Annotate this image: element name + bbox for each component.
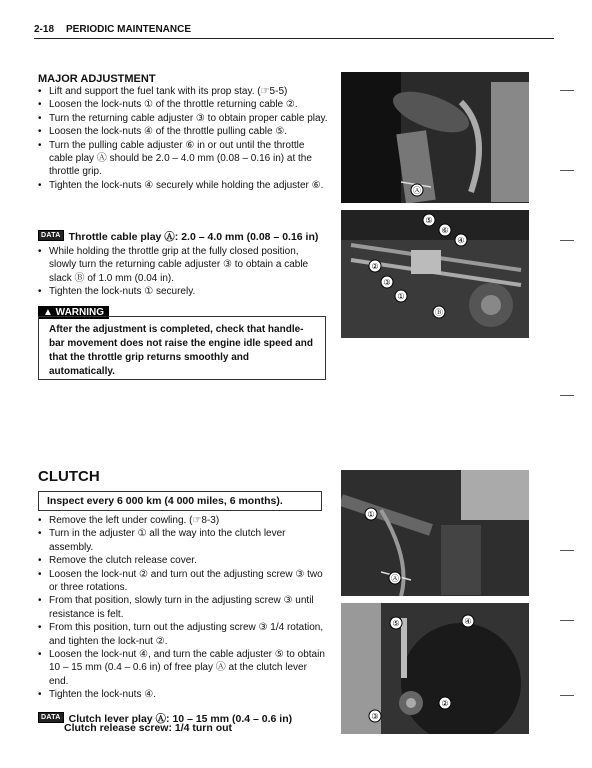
list-item: • Tighten the lock-nuts ④. bbox=[38, 688, 328, 701]
list-item: • Remove the left under cowling. (☞8-3) bbox=[38, 514, 328, 527]
list-item: • Tighten the lock-nuts ④ securely while holding the adjuster ⑥. bbox=[38, 179, 328, 192]
list-item: • Turn in the adjuster ① all the way into the clutch lever assembly. bbox=[38, 527, 328, 554]
clutch-release-photo bbox=[341, 603, 529, 734]
margin-mark bbox=[560, 695, 574, 696]
callout-a: Ⓐ bbox=[391, 574, 399, 583]
list-item: • From this position, turn out the adjusting screw ③ 1/4 rotation, and tighten the lock-nut ②. bbox=[38, 621, 328, 648]
spec-text-1: Clutch lever play Ⓐ: 10 – 15 mm (0.4 – 0.6 in) bbox=[68, 713, 293, 725]
list-item: • Lift and support the fuel tank with its prop stay. (☞5-5) bbox=[38, 85, 328, 98]
clutch-steps-list bbox=[38, 514, 328, 702]
throttle-spec bbox=[38, 227, 338, 245]
clutch-release-illustration bbox=[341, 603, 529, 734]
throttle-cable-illustration bbox=[341, 210, 529, 338]
callout-5: ⑤ bbox=[392, 619, 400, 628]
page-header bbox=[34, 24, 191, 35]
clutch-lever-illustration bbox=[341, 470, 529, 596]
callout-1: ① bbox=[397, 292, 405, 301]
callout-b: Ⓑ bbox=[435, 308, 443, 317]
list-item: • From that position, slowly turn in the adjusting screw ③ until resistance is felt. bbox=[38, 594, 328, 621]
callout-3: ③ bbox=[383, 278, 391, 287]
clutch-title: CLUTCH bbox=[38, 468, 100, 485]
callout-4: ④ bbox=[457, 236, 465, 245]
list-item: • Tighten the lock-nuts ① securely. bbox=[38, 285, 328, 298]
list-item: • Turn the pulling cable adjuster ⑥ in or out until the throttle cable play Ⓐ should be 2.0 – 4.0 mm (0.08 – 0.16 in) at the throttle grip. bbox=[38, 139, 328, 179]
page-number: 2-18 bbox=[34, 24, 55, 35]
callout-6: ⑥ bbox=[441, 226, 449, 235]
list-item: • Turn the returning cable adjuster ③ to obtain proper cable play. bbox=[38, 112, 328, 125]
callout-5: ⑤ bbox=[425, 216, 433, 225]
margin-mark bbox=[560, 550, 574, 551]
inspect-interval-box: Inspect every 6 000 km (4 000 miles, 6 months). bbox=[38, 491, 322, 511]
chapter-title: PERIODIC MAINTENANCE bbox=[66, 24, 192, 35]
list-item: • While holding the throttle grip at the fully closed position, slowly turn the returning cable adjuster ③ to obtain a cable slack Ⓑ of 1.0 mm (0.04 in). bbox=[38, 245, 328, 285]
warning-icon: ▲ WARNING bbox=[38, 306, 109, 319]
throttle-grip-photo bbox=[341, 72, 529, 203]
list-item: • Loosen the lock-nut ② and turn out the adjusting screw ③ two or three rotations. bbox=[38, 568, 328, 595]
data-icon: DATA bbox=[38, 230, 64, 241]
header-rule bbox=[34, 38, 554, 39]
major-steps-list-2 bbox=[38, 245, 328, 299]
margin-mark bbox=[560, 170, 574, 171]
callout-4: ④ bbox=[464, 617, 472, 626]
major-adjustment-title: MAJOR ADJUSTMENT bbox=[38, 73, 156, 85]
margin-mark bbox=[560, 90, 574, 91]
margin-mark bbox=[560, 240, 574, 241]
margin-mark bbox=[560, 395, 574, 396]
callout-1: ① bbox=[367, 510, 375, 519]
throttle-cable-photo bbox=[341, 210, 529, 338]
callout-2: ② bbox=[441, 699, 449, 708]
callout-2: ② bbox=[371, 262, 379, 271]
throttle-grip-illustration bbox=[341, 72, 529, 203]
callout-3: ③ bbox=[371, 712, 379, 721]
list-item: • Loosen the lock-nut ④, and turn the cable adjuster ⑤ to obtain 10 – 15 mm (0.4 – 0.6 in) of free play Ⓐ at the clutch lever end. bbox=[38, 648, 328, 688]
warning-box: After the adjustment is completed, check that handle-bar movement does not raise the engine idle speed and that the throttle grip returns smoothly and automatically. bbox=[38, 316, 326, 380]
clutch-lever-photo bbox=[341, 470, 529, 596]
list-item: • Remove the clutch release cover. bbox=[38, 554, 328, 567]
margin-mark bbox=[560, 620, 574, 621]
spec-text-2: Clutch release screw: 1/4 turn out bbox=[64, 722, 233, 734]
major-steps-list bbox=[38, 85, 328, 192]
spec-text: Throttle cable play Ⓐ: 2.0 – 4.0 mm (0.08 – 0.16 in) bbox=[68, 231, 319, 243]
callout-a: Ⓐ bbox=[413, 186, 421, 195]
list-item: • Loosen the lock-nuts ① of the throttle returning cable ②. bbox=[38, 98, 328, 111]
list-item: • Loosen the lock-nuts ④ of the throttle pulling cable ⑤. bbox=[38, 125, 328, 138]
data-icon: DATA bbox=[38, 712, 64, 723]
